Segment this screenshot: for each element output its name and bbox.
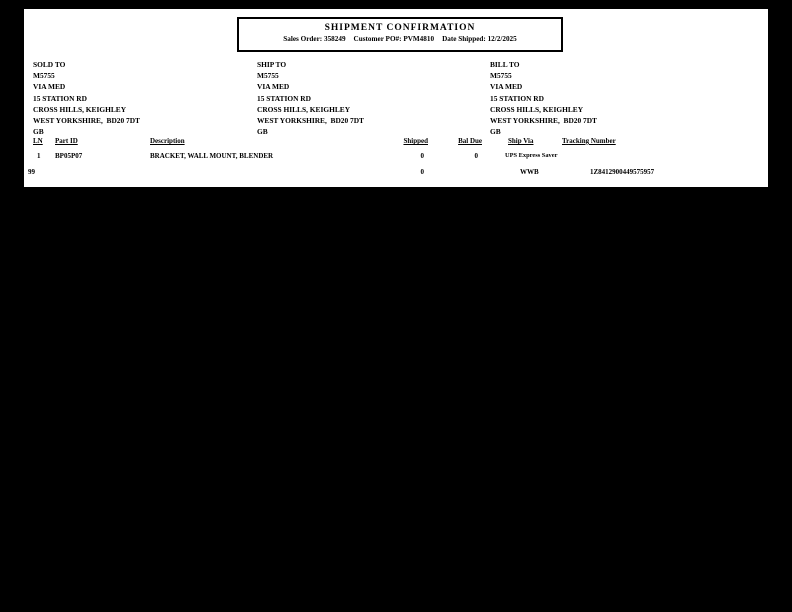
row-ship-via: UPS Express Saver xyxy=(505,152,558,159)
tracking-number: 1Z8412900449575957 xyxy=(590,168,655,176)
bill-to-block xyxy=(490,59,710,137)
addr-line: VIA MED xyxy=(490,82,523,92)
addr-line: M5755 xyxy=(257,71,279,81)
sold-to-label: SOLD TO xyxy=(33,60,66,69)
addr-line: GB xyxy=(490,127,501,137)
addr-line: M5755 xyxy=(490,71,512,81)
addr-line: WEST YORKSHIRE, BD20 7DT xyxy=(490,116,597,126)
title-box xyxy=(237,17,563,52)
addr-line: GB xyxy=(33,127,44,137)
addr-line: 15 STATION RD xyxy=(257,93,311,103)
row-description: BRACKET, WALL MOUNT, BLENDER xyxy=(150,152,274,160)
row-shipped: 0 xyxy=(420,152,424,160)
addr-line: VIA MED xyxy=(257,82,290,92)
addr-line: CROSS HILLS, KEIGHLEY xyxy=(257,104,351,114)
sold-to-block xyxy=(33,59,253,137)
addr-line: M5755 xyxy=(33,71,55,81)
col-header-description: Description xyxy=(150,137,185,145)
addr-line: CROSS HILLS, KEIGHLEY xyxy=(490,104,584,114)
customer-po: Customer PO#: PVM4810 xyxy=(353,35,435,43)
order-meta-line xyxy=(239,35,561,43)
sales-order: Sales Order: 358249 xyxy=(283,35,346,43)
document-title: SHIPMENT CONFIRMATION xyxy=(324,23,476,33)
date-shipped: Date Shipped: 12/2/2025 xyxy=(442,35,517,43)
total-shipped: 0 xyxy=(420,168,424,176)
col-header-ship-via: Ship Via xyxy=(508,137,534,145)
addr-line: VIA MED xyxy=(33,82,66,92)
row-part-id: BP05P07 xyxy=(55,152,83,160)
ship-to-label: SHIP TO xyxy=(257,60,287,69)
row-bal-due: 0 xyxy=(474,152,478,160)
addr-line: 15 STATION RD xyxy=(490,93,544,103)
col-header-tracking: Tracking Number xyxy=(562,137,616,145)
addr-line: WEST YORKSHIRE, BD20 7DT xyxy=(257,116,364,126)
col-header-ln: LN xyxy=(33,137,43,145)
addr-line: 15 STATION RD xyxy=(33,93,87,103)
addr-line: GB xyxy=(257,127,268,137)
footer-ship-via-code: WWB xyxy=(520,168,539,176)
row-ln: 1 xyxy=(37,152,41,160)
shipment-confirmation-document xyxy=(24,9,768,187)
footer-left-code: 99 xyxy=(28,168,35,176)
addr-line: CROSS HILLS, KEIGHLEY xyxy=(33,104,127,114)
col-header-shipped: Shipped xyxy=(403,137,428,145)
col-header-part-id: Part ID xyxy=(55,137,78,145)
addr-line: WEST YORKSHIRE, BD20 7DT xyxy=(33,116,140,126)
bill-to-label: BILL TO xyxy=(490,60,520,69)
ship-to-block xyxy=(257,59,477,137)
col-header-bal-due: Bal Due xyxy=(458,137,482,145)
